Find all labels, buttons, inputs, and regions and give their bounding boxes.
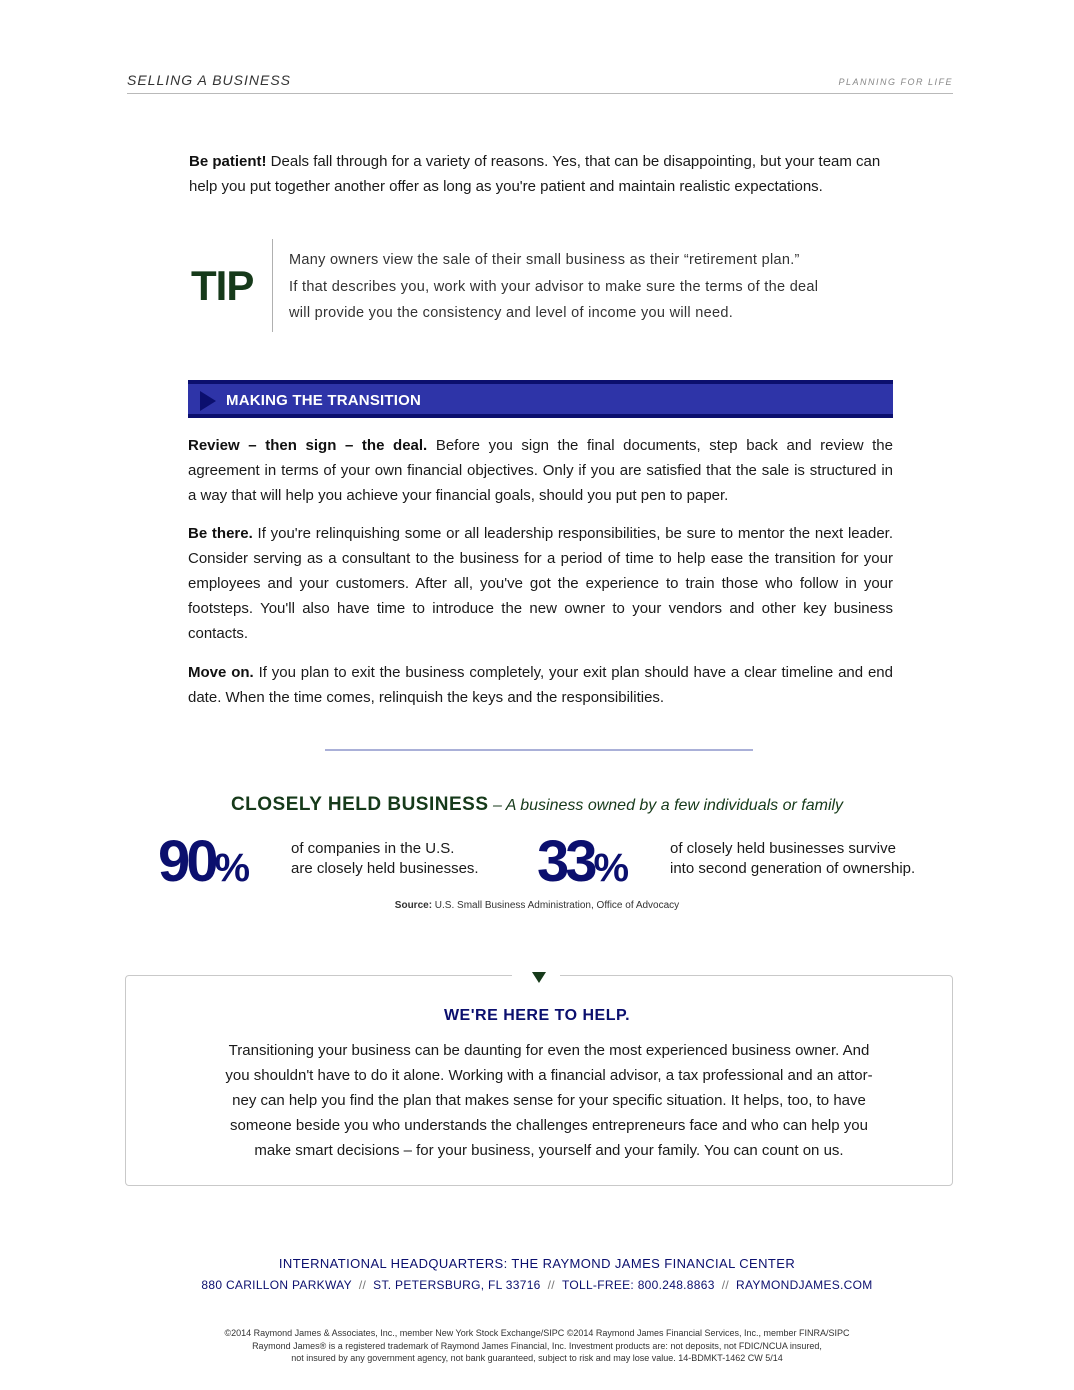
section-title: MAKING THE TRANSITION <box>226 392 422 409</box>
footer-website-link[interactable]: RAYMONDJAMES.COM <box>736 1278 873 1292</box>
stat-unit: % <box>214 846 251 890</box>
help-line: someone beside you who understands the challenges entrepreneurs face and who can help you <box>230 1117 868 1134</box>
tip-line: Many owners view the sale of their small business as their “retirement plan.” <box>289 252 800 268</box>
paragraph-body: If you're relinquishing some or all leadership responsibilities, be sure to mentor the next leader. Consider serving as a consultant to the business for a period of time to help ease the transition for your employees and your customers. After all, you've got the experience to train those who follow in your footsteps. You'll also have time to introduce the new owner to your vendors and other key business contacts. <box>188 525 893 642</box>
paragraph-lead: Review – then sign – the deal. <box>188 437 428 454</box>
source-label: Source: <box>394 900 433 911</box>
footer-street: 880 CARILLON PARKWAY <box>201 1278 352 1292</box>
help-line: you shouldn't have to do it alone. Working with a financial advisor, a tax professional and an attor- <box>225 1067 873 1084</box>
paragraph-review <box>188 433 893 508</box>
footer-address <box>0 1278 1074 1292</box>
paragraph-lead: Be there. <box>188 525 253 542</box>
section-header-bar <box>188 380 893 418</box>
tip-line: will provide you the consistency and level of income you will need. <box>289 305 734 321</box>
help-line: make smart decisions – for your business, yourself and your family. You can count on us. <box>254 1142 844 1159</box>
help-line: ney can help you find the plan that makes sense for your specific situation. It helps, too, to have <box>232 1092 866 1109</box>
footer-separator: // <box>721 1278 729 1292</box>
source-citation <box>0 900 1074 911</box>
tip-divider <box>272 239 273 332</box>
help-text <box>193 1038 905 1163</box>
stat-line: into second generation of ownership. <box>670 860 916 877</box>
stat-line: are closely held businesses. <box>291 860 479 877</box>
paragraph-be-there <box>188 521 893 646</box>
header-section-title: SELLING A BUSINESS <box>127 72 292 88</box>
legal-line: ©2014 Raymond James & Associates, Inc., member New York Stock Exchange/SIPC ©2014 Raymond James Financial Services, Inc., member FINRA/SIPC <box>224 1328 850 1338</box>
stat-33-description <box>670 839 960 879</box>
tip-label: TIP <box>191 262 254 309</box>
tip-line: If that describes you, work with your advisor to make sure the terms of the deal <box>289 278 819 295</box>
stat-90-percent <box>158 829 251 897</box>
play-arrow-icon <box>200 391 216 411</box>
stat-90-description <box>291 839 511 879</box>
stat-number: 33 <box>537 829 594 894</box>
stat-number: 90 <box>158 829 215 894</box>
help-title: WE'RE HERE TO HELP. <box>443 1007 631 1024</box>
page-header <box>127 72 953 94</box>
paragraph-body: Deals fall through for a variety of reasons. Yes, that can be disappointing, but your team can help you put together another offer as long as you're patient and maintain realistic expectations. <box>189 153 881 195</box>
legal-line: Raymond James® is a registered trademark of Raymond James Financial, Inc. Investment products are: not deposits, not FDIC/NCUA insured, <box>252 1340 822 1351</box>
footer-separator: // <box>547 1278 555 1292</box>
section-divider <box>325 749 753 751</box>
source-text: U.S. Small Business Administration, Office of Advocacy <box>432 900 680 911</box>
header-tagline: PLANNING FOR LIFE <box>838 77 953 87</box>
legal-line: not insured by any government agency, not bank guaranteed, subject to risk and may lose value. 14-BDMKT-1462 CW 5/14 <box>291 1353 783 1363</box>
paragraph-move-on <box>188 660 893 710</box>
closely-held-heading <box>0 794 1074 816</box>
stat-unit: % <box>593 846 630 890</box>
stat-33-percent <box>537 829 630 897</box>
paragraph-body: Before you sign the final documents, step back and review the agreement in terms of your own financial objectives. Only if you are satisfied that the sale is structured in a way that will help you achieve your financial goals, should you put pen to paper. <box>188 437 893 504</box>
footer-headquarters: INTERNATIONAL HEADQUARTERS: THE RAYMOND JAMES FINANCIAL CENTER <box>278 1256 796 1271</box>
down-arrow-icon <box>532 972 546 983</box>
footer-phone[interactable]: TOLL-FREE: 800.248.8863 <box>561 1278 715 1292</box>
legal-disclaimer <box>0 1327 1074 1365</box>
footer-city: ST. PETERSBURG, FL 33716 <box>373 1278 541 1292</box>
closely-held-subtitle: – A business owned by a few individuals or family <box>488 797 844 814</box>
paragraph-lead: Move on. <box>188 664 254 681</box>
paragraph-be-patient <box>189 149 899 199</box>
paragraph-body: If you plan to exit the business completely, your exit plan should have a clear timeline and end date. When the time comes, relinquish the keys and the responsibilities. <box>188 664 893 706</box>
tip-text <box>289 247 899 327</box>
closely-held-title: CLOSELY HELD BUSINESS <box>230 794 489 815</box>
stat-line: of closely held businesses survive <box>670 840 896 857</box>
help-line: Transitioning your business can be daunting for even the most experienced business owner. And <box>228 1042 870 1059</box>
footer-separator: // <box>358 1278 367 1292</box>
stat-line: of companies in the U.S. <box>291 840 455 857</box>
paragraph-lead: Be patient! <box>189 153 267 170</box>
